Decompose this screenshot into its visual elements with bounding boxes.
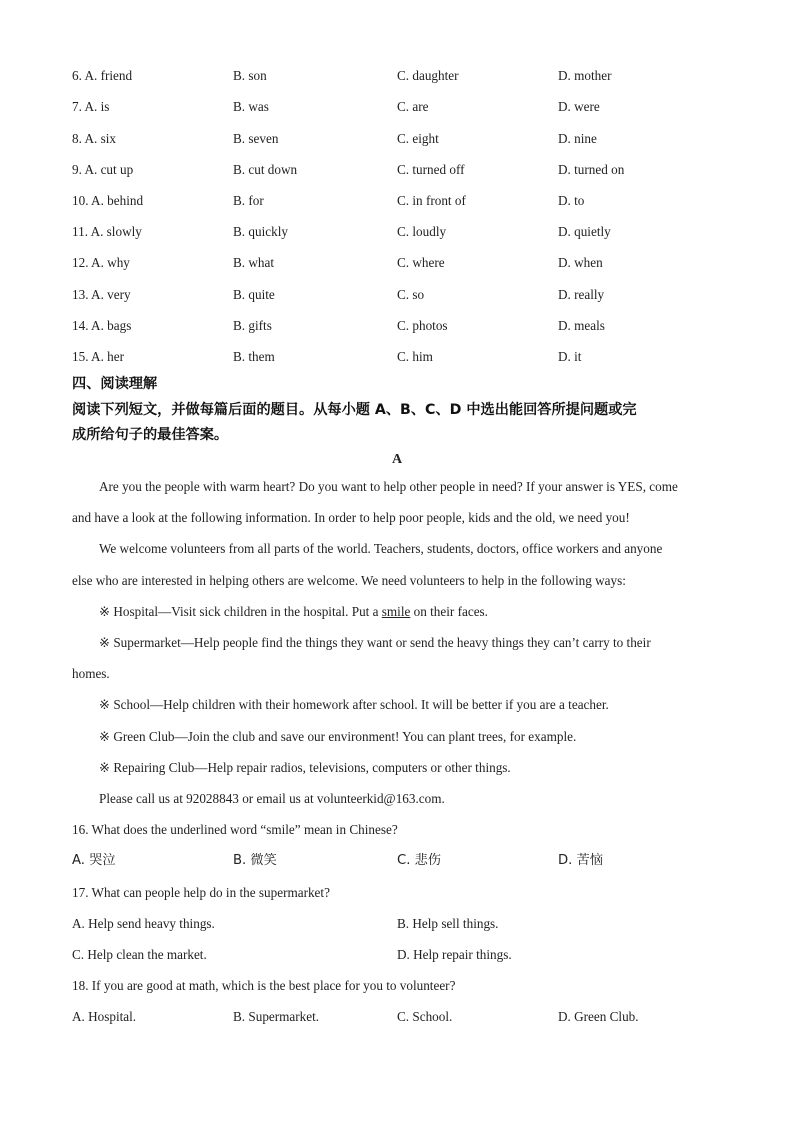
option-c: C. School. bbox=[397, 1009, 453, 1024]
option-b: B. 微笑 bbox=[233, 853, 277, 868]
option-a: 14. A. bags bbox=[72, 318, 132, 333]
option-b: B. cut down bbox=[233, 162, 298, 177]
q17-options-row2 bbox=[72, 945, 732, 965]
option-c: C. so bbox=[397, 287, 425, 302]
hospital-text-pre: ※ Hospital—Visit sick children in the hospital. Put a bbox=[99, 604, 382, 619]
option-b: B. Help sell things. bbox=[397, 916, 499, 931]
passage-p1-line2: and have a look at the following information. In order to help poor people, kids and the old, we need you! bbox=[72, 510, 630, 525]
option-c: C. loudly bbox=[397, 224, 447, 239]
option-d: D. meals bbox=[558, 318, 605, 333]
option-d: D. turned on bbox=[558, 162, 625, 177]
option-b: B. was bbox=[233, 99, 269, 114]
option-c: C. where bbox=[397, 255, 445, 270]
option-b: B. seven bbox=[233, 131, 279, 146]
option-b: B. quickly bbox=[233, 224, 288, 239]
mc-row bbox=[72, 129, 732, 149]
section-instruction-line2: 成所给句子的最佳答案。 bbox=[72, 427, 229, 443]
option-d: D. mother bbox=[558, 68, 612, 83]
option-b: B. Supermarket. bbox=[233, 1009, 320, 1024]
mc-row bbox=[72, 191, 732, 211]
option-d: D. it bbox=[558, 349, 582, 364]
q16-options bbox=[72, 851, 732, 871]
option-b: B. what bbox=[233, 255, 275, 270]
bullet-supermarket-line1: ※ Supermarket—Help people find the things they want or send the heavy things they can’t carry to their bbox=[99, 635, 651, 650]
option-d: D. 苦恼 bbox=[558, 853, 603, 868]
mc-row bbox=[72, 285, 732, 305]
option-c: C. 悲伤 bbox=[397, 853, 441, 868]
option-a: 15. A. her bbox=[72, 349, 125, 364]
q17-options-row1 bbox=[72, 914, 732, 934]
option-c: C. him bbox=[397, 349, 433, 364]
option-b: B. them bbox=[233, 349, 275, 364]
bullet-supermarket-line2: homes. bbox=[72, 666, 110, 681]
mc-row bbox=[72, 347, 732, 367]
bullet-repairing-club: ※ Repairing Club—Help repair radios, televisions, computers or other things. bbox=[99, 760, 511, 775]
option-a: 9. A. cut up bbox=[72, 162, 134, 177]
mc-row bbox=[72, 66, 732, 86]
option-d: D. to bbox=[558, 193, 585, 208]
option-a: 6. A. friend bbox=[72, 68, 133, 83]
mc-row bbox=[72, 222, 732, 242]
bullet-hospital bbox=[99, 602, 759, 622]
q18-options bbox=[72, 1007, 732, 1027]
mc-row bbox=[72, 97, 732, 117]
option-c: C. in front of bbox=[397, 193, 466, 208]
contact-info: Please call us at 92028843 or email us at volunteerkid@163.com. bbox=[99, 791, 445, 806]
option-a: 13. A. very bbox=[72, 287, 131, 302]
underlined-word-smile: smile bbox=[381, 604, 411, 619]
option-a: A. Help send heavy things. bbox=[72, 916, 215, 931]
option-a: A. Hospital. bbox=[72, 1009, 137, 1024]
mc-row bbox=[72, 160, 732, 180]
option-a: 11. A. slowly bbox=[72, 224, 142, 239]
passage-p1-line1: Are you the people with warm heart? Do you want to help other people in need? If your answer is YES, come bbox=[99, 479, 678, 494]
option-a: 12. A. why bbox=[72, 255, 130, 270]
option-c: C. daughter bbox=[397, 68, 459, 83]
option-d: D. Help repair things. bbox=[397, 947, 512, 962]
option-c: C. Help clean the market. bbox=[72, 947, 207, 962]
question-17: 17. What can people help do in the supermarket? bbox=[72, 885, 330, 900]
option-c: C. are bbox=[397, 99, 429, 114]
question-18: 18. If you are good at math, which is the best place for you to volunteer? bbox=[72, 978, 456, 993]
option-c: C. turned off bbox=[397, 162, 465, 177]
mc-row bbox=[72, 316, 732, 336]
option-d: D. were bbox=[558, 99, 600, 114]
section-title: 四、阅读理解 bbox=[72, 376, 158, 392]
bullet-school: ※ School—Help children with their homework after school. It will be better if you are a teacher. bbox=[99, 697, 609, 712]
option-b: B. quite bbox=[233, 287, 275, 302]
option-d: D. when bbox=[558, 255, 603, 270]
passage-letter: A bbox=[391, 452, 403, 467]
option-a: 8. A. six bbox=[72, 131, 116, 146]
question-16: 16. What does the underlined word “smile” mean in Chinese? bbox=[72, 822, 398, 837]
passage-p2-line2: else who are interested in helping others are welcome. We need volunteers to help in the following ways: bbox=[72, 573, 626, 588]
option-c: C. eight bbox=[397, 131, 439, 146]
option-d: D. nine bbox=[558, 131, 597, 146]
option-b: B. gifts bbox=[233, 318, 272, 333]
bullet-green-club: ※ Green Club—Join the club and save our environment! You can plant trees, for example. bbox=[99, 729, 577, 744]
passage-p2-line1: We welcome volunteers from all parts of the world. Teachers, students, doctors, office workers and anyone bbox=[99, 541, 663, 556]
option-d: D. quietly bbox=[558, 224, 611, 239]
option-d: D. Green Club. bbox=[558, 1009, 639, 1024]
option-a: 7. A. is bbox=[72, 99, 110, 114]
mc-row bbox=[72, 253, 732, 273]
option-c: C. photos bbox=[397, 318, 448, 333]
option-b: B. for bbox=[233, 193, 264, 208]
section-instruction-line1: 阅读下列短文，并做每篇后面的题目。从每小题 A、B、C、D 中选出能回答所提问题或完 bbox=[72, 402, 637, 418]
option-b: B. son bbox=[233, 68, 267, 83]
option-a: A. 哭泣 bbox=[72, 853, 116, 868]
hospital-text-post: on their faces. bbox=[410, 604, 488, 619]
option-d: D. really bbox=[558, 287, 605, 302]
option-a: 10. A. behind bbox=[72, 193, 144, 208]
